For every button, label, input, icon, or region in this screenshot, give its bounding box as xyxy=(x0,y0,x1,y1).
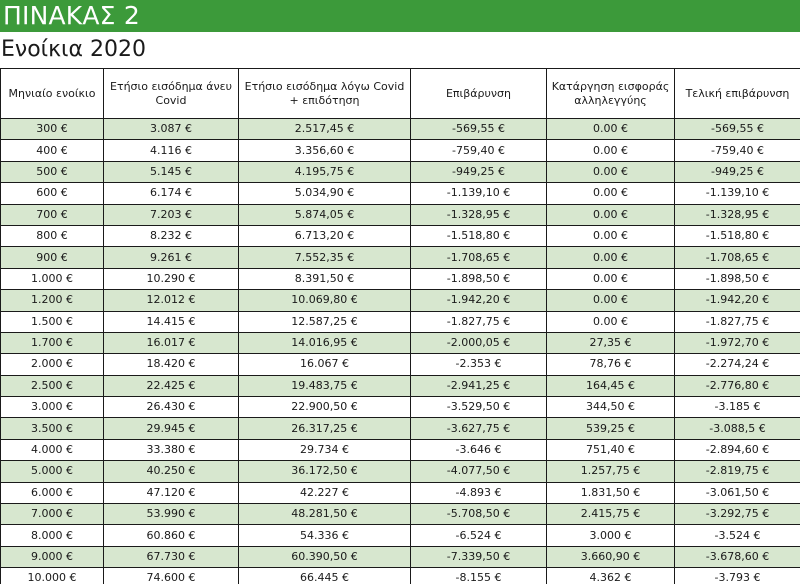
cell-final-burden: -2.894,60 € xyxy=(675,439,800,460)
cell-monthly-rent: 1.500 € xyxy=(1,311,104,332)
cell-final-burden: -1.972,70 € xyxy=(675,332,800,353)
table-title-banner xyxy=(0,0,800,32)
cell-final-burden: -2.274,24 € xyxy=(675,354,800,375)
rent-table xyxy=(0,68,800,584)
cell-income-with-covid: 3.356,60 € xyxy=(239,140,411,161)
column-header-solidarity-abolition: Κατάργηση εισφοράς αλληλεγγύης xyxy=(547,69,675,119)
cell-burden: -8.155 € xyxy=(411,568,547,584)
table-row xyxy=(1,397,800,418)
cell-income-without-covid: 60.860 € xyxy=(104,525,239,546)
cell-monthly-rent: 400 € xyxy=(1,140,104,161)
table-header xyxy=(1,69,800,119)
cell-income-with-covid: 42.227 € xyxy=(239,482,411,503)
cell-monthly-rent: 8.000 € xyxy=(1,525,104,546)
cell-income-with-covid: 19.483,75 € xyxy=(239,375,411,396)
cell-solidarity-abolition: 344,50 € xyxy=(547,397,675,418)
table-row xyxy=(1,418,800,439)
cell-final-burden: -2.776,80 € xyxy=(675,375,800,396)
cell-final-burden: -949,25 € xyxy=(675,161,800,182)
cell-income-without-covid: 33.380 € xyxy=(104,439,239,460)
cell-final-burden: -1.898,50 € xyxy=(675,268,800,289)
cell-income-with-covid: 29.734 € xyxy=(239,439,411,460)
table-row xyxy=(1,568,800,584)
cell-income-without-covid: 53.990 € xyxy=(104,504,239,525)
cell-income-with-covid: 5.034,90 € xyxy=(239,183,411,204)
cell-solidarity-abolition: 0.00 € xyxy=(547,290,675,311)
cell-solidarity-abolition: 1.831,50 € xyxy=(547,482,675,503)
cell-monthly-rent: 4.000 € xyxy=(1,439,104,460)
cell-monthly-rent: 2.000 € xyxy=(1,354,104,375)
cell-final-burden: -2.819,75 € xyxy=(675,461,800,482)
cell-solidarity-abolition: 27,35 € xyxy=(547,332,675,353)
cell-income-with-covid: 2.517,45 € xyxy=(239,119,411,140)
cell-burden: -4.893 € xyxy=(411,482,547,503)
cell-solidarity-abolition: 0.00 € xyxy=(547,119,675,140)
cell-income-without-covid: 67.730 € xyxy=(104,546,239,567)
cell-solidarity-abolition: 3.660,90 € xyxy=(547,546,675,567)
table-row xyxy=(1,183,800,204)
cell-monthly-rent: 700 € xyxy=(1,204,104,225)
cell-burden: -2.000,05 € xyxy=(411,332,547,353)
table-row xyxy=(1,375,800,396)
table-row xyxy=(1,439,800,460)
cell-income-without-covid: 4.116 € xyxy=(104,140,239,161)
cell-solidarity-abolition: 3.000 € xyxy=(547,525,675,546)
cell-burden: -2.941,25 € xyxy=(411,375,547,396)
table-row xyxy=(1,332,800,353)
column-header-income-with-covid: Ετήσιο εισόδημα λόγω Covid + επιδότηση xyxy=(239,69,411,119)
cell-monthly-rent: 900 € xyxy=(1,247,104,268)
cell-burden: -1.139,10 € xyxy=(411,183,547,204)
cell-income-with-covid: 10.069,80 € xyxy=(239,290,411,311)
cell-income-without-covid: 40.250 € xyxy=(104,461,239,482)
cell-income-with-covid: 12.587,25 € xyxy=(239,311,411,332)
cell-final-burden: -1.827,75 € xyxy=(675,311,800,332)
table-row xyxy=(1,161,800,182)
cell-burden: -4.077,50 € xyxy=(411,461,547,482)
cell-solidarity-abolition: 164,45 € xyxy=(547,375,675,396)
cell-income-without-covid: 10.290 € xyxy=(104,268,239,289)
cell-burden: -1.328,95 € xyxy=(411,204,547,225)
cell-monthly-rent: 500 € xyxy=(1,161,104,182)
cell-income-with-covid: 14.016,95 € xyxy=(239,332,411,353)
table-row xyxy=(1,482,800,503)
cell-income-with-covid: 54.336 € xyxy=(239,525,411,546)
cell-income-without-covid: 16.017 € xyxy=(104,332,239,353)
cell-solidarity-abolition: 0.00 € xyxy=(547,247,675,268)
table-row xyxy=(1,504,800,525)
cell-income-without-covid: 74.600 € xyxy=(104,568,239,584)
cell-income-with-covid: 6.713,20 € xyxy=(239,225,411,246)
cell-income-without-covid: 8.232 € xyxy=(104,225,239,246)
cell-monthly-rent: 5.000 € xyxy=(1,461,104,482)
cell-income-with-covid: 5.874,05 € xyxy=(239,204,411,225)
cell-monthly-rent: 600 € xyxy=(1,183,104,204)
cell-burden: -949,25 € xyxy=(411,161,547,182)
table-row xyxy=(1,354,800,375)
cell-final-burden: -569,55 € xyxy=(675,119,800,140)
cell-solidarity-abolition: 0.00 € xyxy=(547,204,675,225)
cell-burden: -1.942,20 € xyxy=(411,290,547,311)
cell-income-with-covid: 4.195,75 € xyxy=(239,161,411,182)
cell-monthly-rent: 3.500 € xyxy=(1,418,104,439)
cell-final-burden: -3.061,50 € xyxy=(675,482,800,503)
cell-burden: -1.898,50 € xyxy=(411,268,547,289)
cell-income-without-covid: 9.261 € xyxy=(104,247,239,268)
cell-solidarity-abolition: 0.00 € xyxy=(547,311,675,332)
table-body xyxy=(1,119,800,584)
cell-solidarity-abolition: 751,40 € xyxy=(547,439,675,460)
cell-burden: -1.827,75 € xyxy=(411,311,547,332)
cell-income-without-covid: 18.420 € xyxy=(104,354,239,375)
cell-monthly-rent: 6.000 € xyxy=(1,482,104,503)
cell-burden: -3.627,75 € xyxy=(411,418,547,439)
table-row xyxy=(1,247,800,268)
column-header-burden: Επιβάρυνση xyxy=(411,69,547,119)
cell-burden: -7.339,50 € xyxy=(411,546,547,567)
cell-income-with-covid: 16.067 € xyxy=(239,354,411,375)
table-row xyxy=(1,290,800,311)
cell-final-burden: -3.088,5 € xyxy=(675,418,800,439)
cell-final-burden: -3.292,75 € xyxy=(675,504,800,525)
cell-final-burden: -1.139,10 € xyxy=(675,183,800,204)
cell-burden: -3.646 € xyxy=(411,439,547,460)
column-header-monthly-rent: Μηνιαίο ενοίκιο xyxy=(1,69,104,119)
cell-income-without-covid: 5.145 € xyxy=(104,161,239,182)
table-row xyxy=(1,525,800,546)
table-row xyxy=(1,546,800,567)
cell-solidarity-abolition: 0.00 € xyxy=(547,161,675,182)
cell-monthly-rent: 1.700 € xyxy=(1,332,104,353)
cell-solidarity-abolition: 539,25 € xyxy=(547,418,675,439)
cell-income-without-covid: 6.174 € xyxy=(104,183,239,204)
cell-solidarity-abolition: 2.415,75 € xyxy=(547,504,675,525)
cell-monthly-rent: 1.200 € xyxy=(1,290,104,311)
table-subtitle: Ενοίκια 2020 xyxy=(1,37,146,62)
cell-solidarity-abolition: 78,76 € xyxy=(547,354,675,375)
cell-final-burden: -1.942,20 € xyxy=(675,290,800,311)
cell-income-without-covid: 47.120 € xyxy=(104,482,239,503)
cell-monthly-rent: 300 € xyxy=(1,119,104,140)
cell-solidarity-abolition: 1.257,75 € xyxy=(547,461,675,482)
cell-income-with-covid: 36.172,50 € xyxy=(239,461,411,482)
cell-solidarity-abolition: 4.362 € xyxy=(547,568,675,584)
cell-income-with-covid: 60.390,50 € xyxy=(239,546,411,567)
cell-burden: -1.708,65 € xyxy=(411,247,547,268)
cell-income-without-covid: 29.945 € xyxy=(104,418,239,439)
cell-final-burden: -1.328,95 € xyxy=(675,204,800,225)
cell-monthly-rent: 3.000 € xyxy=(1,397,104,418)
cell-monthly-rent: 1.000 € xyxy=(1,268,104,289)
cell-solidarity-abolition: 0.00 € xyxy=(547,140,675,161)
cell-burden: -5.708,50 € xyxy=(411,504,547,525)
cell-final-burden: -3.524 € xyxy=(675,525,800,546)
cell-final-burden: -3.678,60 € xyxy=(675,546,800,567)
cell-income-with-covid: 66.445 € xyxy=(239,568,411,584)
cell-monthly-rent: 800 € xyxy=(1,225,104,246)
table-row xyxy=(1,140,800,161)
cell-burden: -569,55 € xyxy=(411,119,547,140)
cell-income-with-covid: 7.552,35 € xyxy=(239,247,411,268)
cell-burden: -1.518,80 € xyxy=(411,225,547,246)
column-header-income-without-covid: Ετήσιο εισόδημα άνευ Covid xyxy=(104,69,239,119)
cell-final-burden: -1.518,80 € xyxy=(675,225,800,246)
cell-income-without-covid: 7.203 € xyxy=(104,204,239,225)
cell-final-burden: -759,40 € xyxy=(675,140,800,161)
column-header-final-burden: Τελική επιβάρυνση xyxy=(675,69,800,119)
cell-monthly-rent: 7.000 € xyxy=(1,504,104,525)
cell-burden: -3.529,50 € xyxy=(411,397,547,418)
table-row xyxy=(1,225,800,246)
cell-income-with-covid: 48.281,50 € xyxy=(239,504,411,525)
cell-burden: -2.353 € xyxy=(411,354,547,375)
cell-solidarity-abolition: 0.00 € xyxy=(547,183,675,204)
cell-income-without-covid: 14.415 € xyxy=(104,311,239,332)
cell-income-with-covid: 26.317,25 € xyxy=(239,418,411,439)
table-row xyxy=(1,119,800,140)
cell-income-without-covid: 3.087 € xyxy=(104,119,239,140)
cell-income-with-covid: 22.900,50 € xyxy=(239,397,411,418)
cell-final-burden: -3.793 € xyxy=(675,568,800,584)
cell-income-without-covid: 22.425 € xyxy=(104,375,239,396)
cell-solidarity-abolition: 0.00 € xyxy=(547,268,675,289)
cell-monthly-rent: 9.000 € xyxy=(1,546,104,567)
cell-solidarity-abolition: 0.00 € xyxy=(547,225,675,246)
cell-burden: -6.524 € xyxy=(411,525,547,546)
cell-monthly-rent: 2.500 € xyxy=(1,375,104,396)
table-row xyxy=(1,268,800,289)
table-row xyxy=(1,204,800,225)
cell-income-without-covid: 12.012 € xyxy=(104,290,239,311)
cell-final-burden: -3.185 € xyxy=(675,397,800,418)
cell-burden: -759,40 € xyxy=(411,140,547,161)
cell-income-with-covid: 8.391,50 € xyxy=(239,268,411,289)
header-row xyxy=(1,69,800,119)
cell-income-without-covid: 26.430 € xyxy=(104,397,239,418)
table-title: ΠΙΝΑΚΑΣ 2 xyxy=(3,1,140,30)
cell-monthly-rent: 10.000 € xyxy=(1,568,104,584)
cell-final-burden: -1.708,65 € xyxy=(675,247,800,268)
table-row xyxy=(1,461,800,482)
table-row xyxy=(1,311,800,332)
